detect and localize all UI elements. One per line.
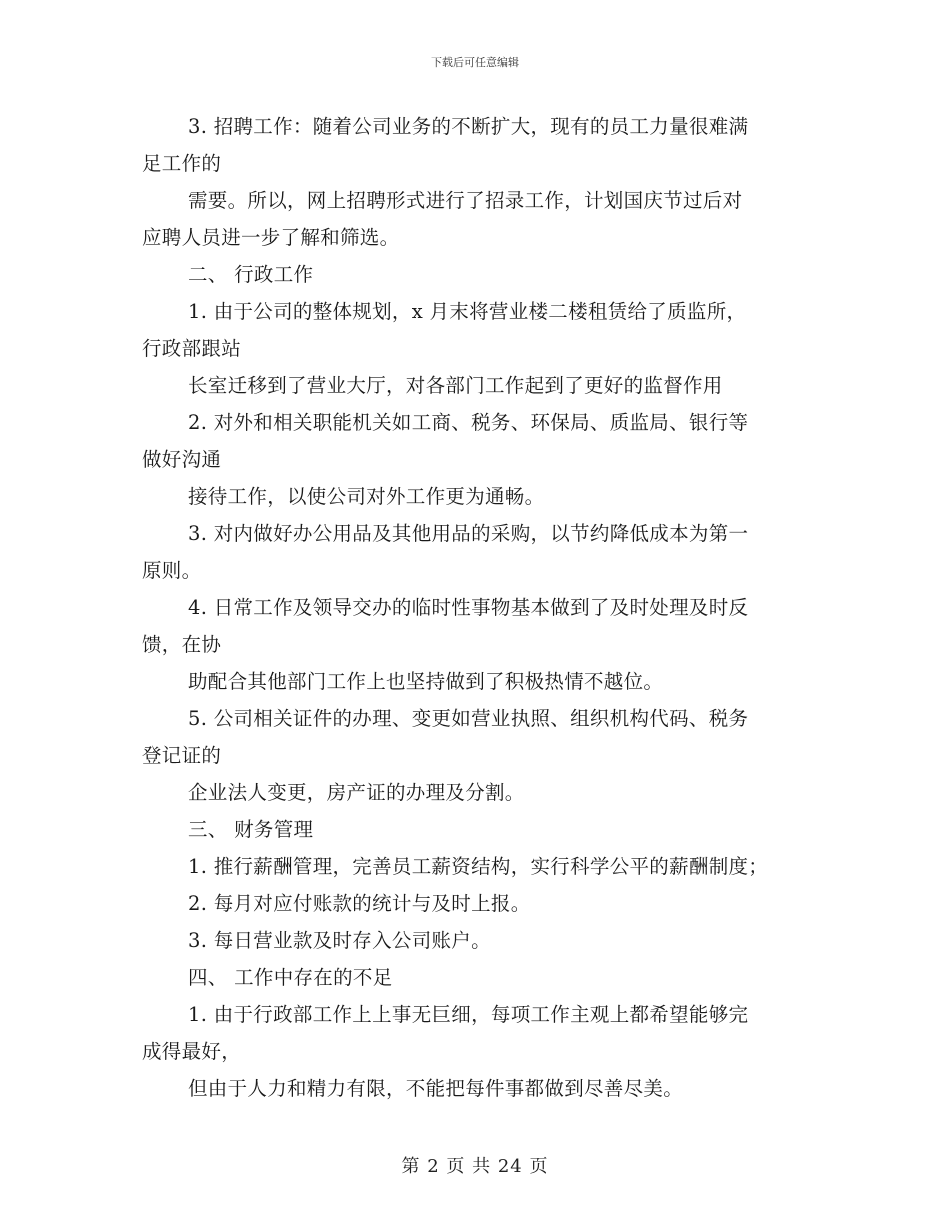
body-line: 做好沟通	[142, 448, 222, 471]
page-header-note: 下载后可任意编辑	[431, 56, 519, 69]
body-line: 3. 每日营业款及时存入公司账户。	[188, 929, 491, 952]
body-line: 足工作的	[142, 152, 222, 175]
body-line: 需要。所以，网上招聘形式进行了招录工作，计划国庆节过后对	[188, 189, 743, 212]
page-number-footer: 第 2 页 共 24 页	[401, 1156, 549, 1177]
body-line: 成得最好，	[142, 1040, 242, 1063]
body-line: 接待工作，以使公司对外工作更为通畅。	[188, 485, 545, 508]
body-line: 3. 对内做好办公用品及其他用品的采购，以节约降低成本为第一	[188, 522, 749, 545]
body-line: 二、 行政工作	[188, 263, 314, 286]
body-line: 三、 财务管理	[188, 818, 314, 841]
document-body	[142, 108, 822, 1107]
body-line: 长室迁移到了营业大厅，对各部门工作起到了更好的监督作用	[188, 374, 723, 397]
body-line: 但由于人力和精力有限，不能把每件事都做到尽善尽美。	[188, 1077, 684, 1100]
body-line: 1. 由于行政部工作上上事无巨细，每项工作主观上都希望能够完	[188, 1003, 749, 1026]
body-line: 1. 由于公司的整体规划，x 月末将营业楼二楼租赁给了质监所，	[188, 300, 747, 323]
body-line: 企业法人变更，房产证的办理及分割。	[188, 781, 525, 804]
body-line: 应聘人员进一步了解和筛选。	[142, 226, 400, 249]
body-line: 2. 对外和相关职能机关如工商、税务、环保局、质监局、银行等	[188, 411, 749, 434]
body-line: 行政部跟站	[142, 337, 242, 360]
body-line: 助配合其他部门工作上也坚持做到了积极热情不越位。	[188, 670, 664, 693]
body-line: 2. 每月对应付账款的统计与及时上报。	[188, 892, 531, 915]
body-line: 3. 招聘工作：随着公司业务的不断扩大，现有的员工力量很难满	[188, 115, 749, 138]
body-line: 1. 推行薪酬管理，完善员工薪资结构，实行科学公平的薪酬制度；	[188, 855, 769, 878]
body-line: 四、 工作中存在的不足	[188, 966, 393, 989]
body-line: 5. 公司相关证件的办理、变更如营业执照、组织机构代码、税务	[188, 707, 749, 730]
body-line: 登记证的	[142, 744, 222, 767]
body-line: 原则。	[142, 559, 202, 582]
body-line: 馈，在协	[142, 633, 222, 656]
body-line: 4. 日常工作及领导交办的临时性事物基本做到了及时处理及时反	[188, 596, 749, 619]
